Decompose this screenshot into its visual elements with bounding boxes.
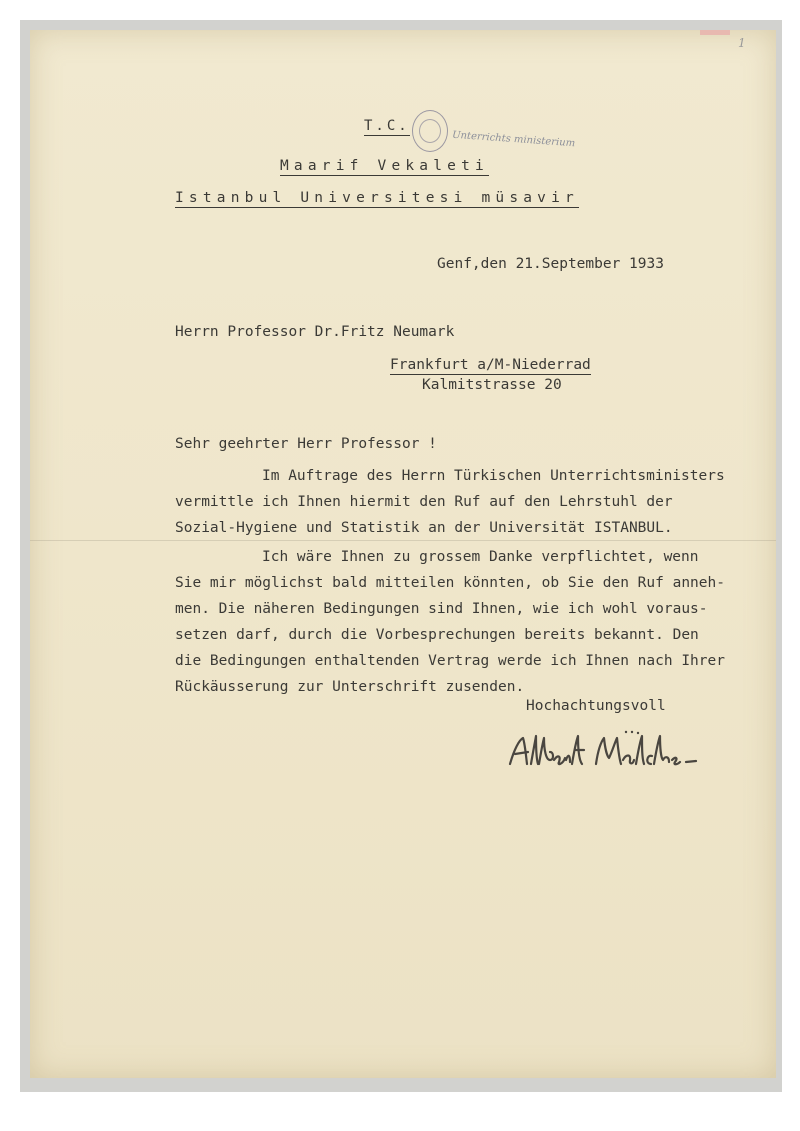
- recipient-city: Frankfurt a/M-Niederrad: [390, 357, 591, 373]
- paragraph-line: vermittle ich Ihnen hiermit den Ruf auf den Lehrstuhl der: [175, 494, 673, 510]
- salutation: Sehr geehrter Herr Professor !: [175, 436, 437, 452]
- handwritten-signature: [506, 730, 706, 780]
- body-paragraph-1: [175, 463, 725, 541]
- letterhead-tc: T.C.: [364, 118, 410, 134]
- paragraph-line: Ich wäre Ihnen zu grossem Danke verpflichtet, wenn: [262, 549, 699, 565]
- paragraph-line: men. Die näheren Bedingungen sind Ihnen, wie ich wohl voraus-: [175, 601, 708, 617]
- round-ink-stamp: [412, 110, 448, 152]
- recipient-name: Herrn Professor Dr.Fritz Neumark: [175, 324, 455, 340]
- letterhead-ministry: Maarif Vekaleti: [280, 158, 489, 174]
- paragraph-line: Sozial-Hygiene und Statistik an der Universität ISTANBUL.: [175, 520, 673, 536]
- paragraph-line: Sie mir möglichst bald mitteilen könnten, ob Sie den Ruf anneh-: [175, 575, 725, 591]
- closing: Hochachtungsvoll: [526, 698, 666, 714]
- recipient-street: Kalmitstrasse 20: [422, 377, 562, 393]
- paragraph-line: Im Auftrage des Herrn Türkischen Unterrichtsministers: [262, 468, 725, 484]
- pencil-page-number: 1: [738, 36, 746, 50]
- paragraph-line: die Bedingungen enthaltenden Vertrag werde ich Ihnen nach Ihrer: [175, 653, 725, 669]
- letterhead-university: Istanbul Universitesi müsavir: [175, 190, 579, 206]
- place-date: Genf,den 21.September 1933: [437, 256, 664, 272]
- pencil-note: Unterrichts ministerium: [451, 129, 576, 150]
- body-paragraph-2: [175, 544, 725, 700]
- paragraph-line: setzen darf, durch die Vorbesprechungen bereits bekannt. Den: [175, 627, 699, 643]
- paper-tear-mark: [700, 30, 730, 35]
- paragraph-line: Rückäusserung zur Unterschrift zusenden.: [175, 679, 525, 695]
